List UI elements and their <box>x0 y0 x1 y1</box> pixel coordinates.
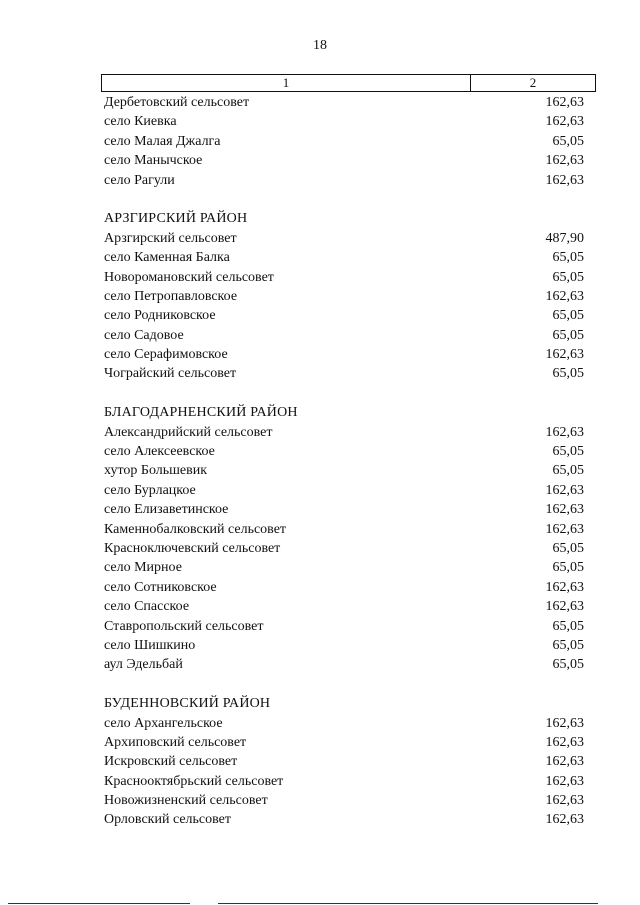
row-value: 65,05 <box>552 133 584 149</box>
table-row <box>104 752 584 771</box>
table-row <box>104 229 584 248</box>
row-name: село Манычское <box>104 153 203 169</box>
row-value: 162,63 <box>545 172 584 188</box>
section-arzgirsky <box>104 209 584 384</box>
row-name: село Малая Джалга <box>104 133 221 149</box>
row-value: 65,05 <box>552 540 584 556</box>
row-value: 162,63 <box>545 773 584 789</box>
row-value: 162,63 <box>545 114 584 130</box>
row-name: село Бурлацкое <box>104 482 196 498</box>
row-name: Архиповский сельсовет <box>104 734 247 750</box>
row-name: Краснооктябрьский сельсовет <box>104 773 284 789</box>
row-name: Ставропольский сельсовет <box>104 618 264 634</box>
table-header-col1: 1 <box>102 75 471 91</box>
row-value: 162,63 <box>545 482 584 498</box>
table-row <box>104 132 584 151</box>
row-value: 65,05 <box>552 618 584 634</box>
table-row <box>104 636 584 655</box>
row-name: Новоромановский сельсовет <box>104 269 274 285</box>
row-name: село Шишкино <box>104 637 196 653</box>
table-row <box>104 171 584 190</box>
table-header-col2: 2 <box>529 75 537 90</box>
row-name: хутор Большевик <box>104 463 208 479</box>
table-row <box>104 442 584 461</box>
table-row <box>104 151 584 170</box>
row-value: 162,63 <box>545 754 584 770</box>
table-row <box>104 772 584 791</box>
row-name: Орловский сельсовет <box>104 812 231 828</box>
table-row <box>104 810 584 829</box>
row-name: село Мирное <box>104 560 182 576</box>
row-name: село Серафимовское <box>104 347 228 363</box>
section-blagodarnensky <box>104 403 584 674</box>
page-number: 18 <box>313 38 327 53</box>
row-value: 162,63 <box>545 95 584 110</box>
row-value: 65,05 <box>552 366 584 382</box>
row-value: 162,63 <box>545 579 584 595</box>
row-name: село Садовое <box>104 327 184 343</box>
table-row <box>104 617 584 636</box>
row-name: Чограйский сельсовет <box>104 366 237 382</box>
row-name: село Алексеевское <box>104 444 215 460</box>
row-value: 162,63 <box>545 502 584 518</box>
row-value: 487,90 <box>545 230 584 246</box>
table-row <box>104 93 584 112</box>
row-value: 162,63 <box>545 599 584 615</box>
row-value: 162,63 <box>545 734 584 750</box>
row-value: 65,05 <box>552 463 584 479</box>
row-value: 65,05 <box>552 250 584 266</box>
table-row <box>104 578 584 597</box>
row-name: село Каменная Балка <box>104 250 230 266</box>
row-name: село Архангельское <box>104 715 223 731</box>
section-budennovsky <box>104 694 584 830</box>
row-name: Новожизненский сельсовет <box>104 793 268 809</box>
row-name: село Родниковское <box>104 308 216 324</box>
row-name: село Елизаветинское <box>104 502 229 518</box>
row-name: село Спасское <box>104 599 190 615</box>
table-row <box>104 597 584 616</box>
table-row <box>104 655 584 674</box>
table-header <box>101 74 596 92</box>
row-value: 162,63 <box>545 715 584 731</box>
table-row <box>104 714 584 733</box>
table-row <box>104 791 584 810</box>
table-row <box>104 481 584 500</box>
row-name: село Сотниковское <box>104 579 217 595</box>
row-name: Арзгирский сельсовет <box>104 230 237 246</box>
row-value: 65,05 <box>552 657 584 673</box>
footer-rule-right <box>218 903 598 904</box>
table-row <box>104 287 584 306</box>
row-value: 65,05 <box>552 269 584 285</box>
row-name: Александрийский сельсовет <box>104 424 273 440</box>
table-row <box>104 248 584 267</box>
table-row <box>104 733 584 752</box>
footer-rule-left <box>8 903 190 904</box>
table-row <box>104 345 584 364</box>
row-name: аул Эдельбай <box>104 657 183 673</box>
row-value: 162,63 <box>545 521 584 537</box>
row-name: село Петропавловское <box>104 288 238 304</box>
table-row <box>104 500 584 519</box>
row-name: Дербетовский сельсовет <box>104 95 250 110</box>
table-row <box>104 112 584 131</box>
row-value: 65,05 <box>552 308 584 324</box>
row-value: 162,63 <box>545 153 584 169</box>
table-row <box>104 539 584 558</box>
row-value: 65,05 <box>552 637 584 653</box>
row-value: 162,63 <box>545 793 584 809</box>
row-name: Искровский сельсовет <box>104 754 238 770</box>
table-row <box>104 558 584 577</box>
table-row <box>104 364 584 383</box>
row-name: село Рагули <box>104 172 175 188</box>
row-name: Каменнобалковский сельсовет <box>104 521 287 537</box>
row-value: 162,63 <box>545 812 584 828</box>
table-row <box>104 520 584 539</box>
row-name: село Киевка <box>104 114 177 130</box>
row-value: 65,05 <box>552 444 584 460</box>
row-value: 162,63 <box>545 288 584 304</box>
document-body <box>104 93 584 830</box>
row-name: Красноключевский сельсовет <box>104 540 281 556</box>
table-row <box>104 326 584 345</box>
section-title: БЛАГОДАРНЕНСКИЙ РАЙОН <box>104 405 298 421</box>
table-row <box>104 306 584 325</box>
initial-rows <box>104 93 584 190</box>
section-title: БУДЕННОВСКИЙ РАЙОН <box>104 696 271 712</box>
table-row <box>104 268 584 287</box>
row-value: 65,05 <box>552 560 584 576</box>
row-value: 65,05 <box>552 327 584 343</box>
row-value: 162,63 <box>545 347 584 363</box>
table-row <box>104 423 584 442</box>
table-row <box>104 461 584 480</box>
row-value: 162,63 <box>545 424 584 440</box>
section-title: АРЗГИРСКИЙ РАЙОН <box>104 211 248 227</box>
